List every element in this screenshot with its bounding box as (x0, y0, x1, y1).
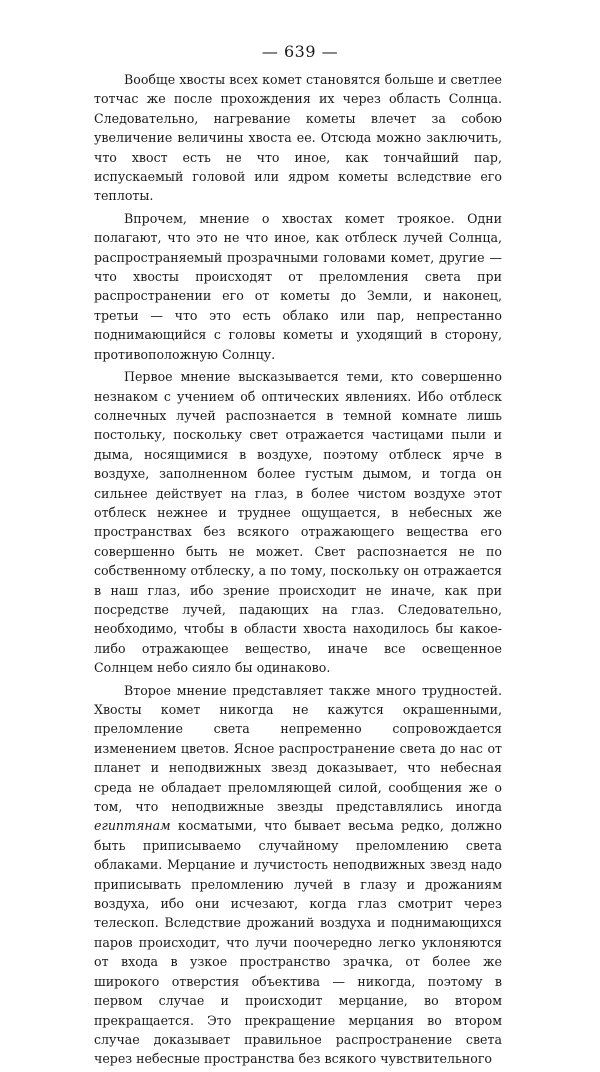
emphasized-word: египтянам (94, 818, 171, 834)
paragraph-4-part-1: Второе мнение представляет также много трудностей. Хвосты комет никогда не кажутся окрашенными, преломление света непременно сопровождается изменением цветов. Ясное распространение света до нас от планет и неподвижных звезд доказывает, что небесная среда не обладает преломляющей силой, сообщения же о том, что неподвижные звезды представлялись иногда (94, 682, 502, 815)
paragraph-4-part-2: косматыми, что бывает весьма редко, должно быть приписываемо случайному преломлению света облаками. Мерцание и лучистость неподвижных звезд надо приписывать преломлению лучей в глазу и дрожаниям воздуха, ибо они исчезают, когда глаз смотрит через телескоп. Вследствие дрожаний воздуха и поднимающихся паров происходит, что лучи поочередно легко уклоняются от входа в узкое пространство зрачка, от более же широкого отверстия объектива — никогда, поэтому в первом случае и происходит мерцание, во втором прекращается. Это прекращение мерцания во втором случае доказывает правильное распространение света через небесные пространства без всякого чувствительного (94, 818, 502, 1067)
paragraph-4 (94, 681, 502, 1069)
paragraph-3: Первое мнение высказывается теми, кто совершенно незнаком с учением об оптических явлениях. Ибо отблеск солнечных лучей распознается в темной комнате лишь постольку, поскольку свет отражается частицами пыли и дыма, носящимися в воздухе, поэтому отблеск ярче в воздухе, заполненном более густым дымом, и тогда он сильнее действует на глаз, в более чистом воздухе этот отблеск нежнее и труднее ощущается, в небесных же пространствах без всякого отражающего вещества его совершенно быть не может. Свет распознается не по собственному отблеску, а по тому, поскольку он отражается в наш глаз, ибо зрение происходит не иначе, как при посредстве лучей, падающих на глаз. Следовательно, необходимо, чтобы в области хвоста находилось бы какое-либо отражающее вещество, иначе все освещенное Солнцем небо сияло бы одинаково. (94, 369, 502, 676)
paragraph-1: Вообще хвосты всех комет становятся больше и светлее тотчас же после прохождения их через область Солнца. Следовательно, нагревание кометы влечет за собою увеличение величины хвоста ее. Отсюда можно заключить, что хвост есть не что иное, как тончайший пар, испускаемый головой или ядром кометы вследствие его теплоты. (94, 72, 502, 204)
body-text (94, 70, 502, 1072)
page-number: — 639 — (261, 42, 339, 61)
paragraph-2: Впрочем, мнение о хвостах комет троякое. Одни полагают, что это не что иное, как отблеск лучей Солнца, распространяемый прозрачными головами комет, другие — что хвосты происходят от преломления света при распространении его от кометы до Земли, и наконец, третьи — что это есть облако или пар, непрестанно поднимающийся с головы кометы и уходящий в сторону, противоположную Солнцу. (94, 210, 502, 362)
